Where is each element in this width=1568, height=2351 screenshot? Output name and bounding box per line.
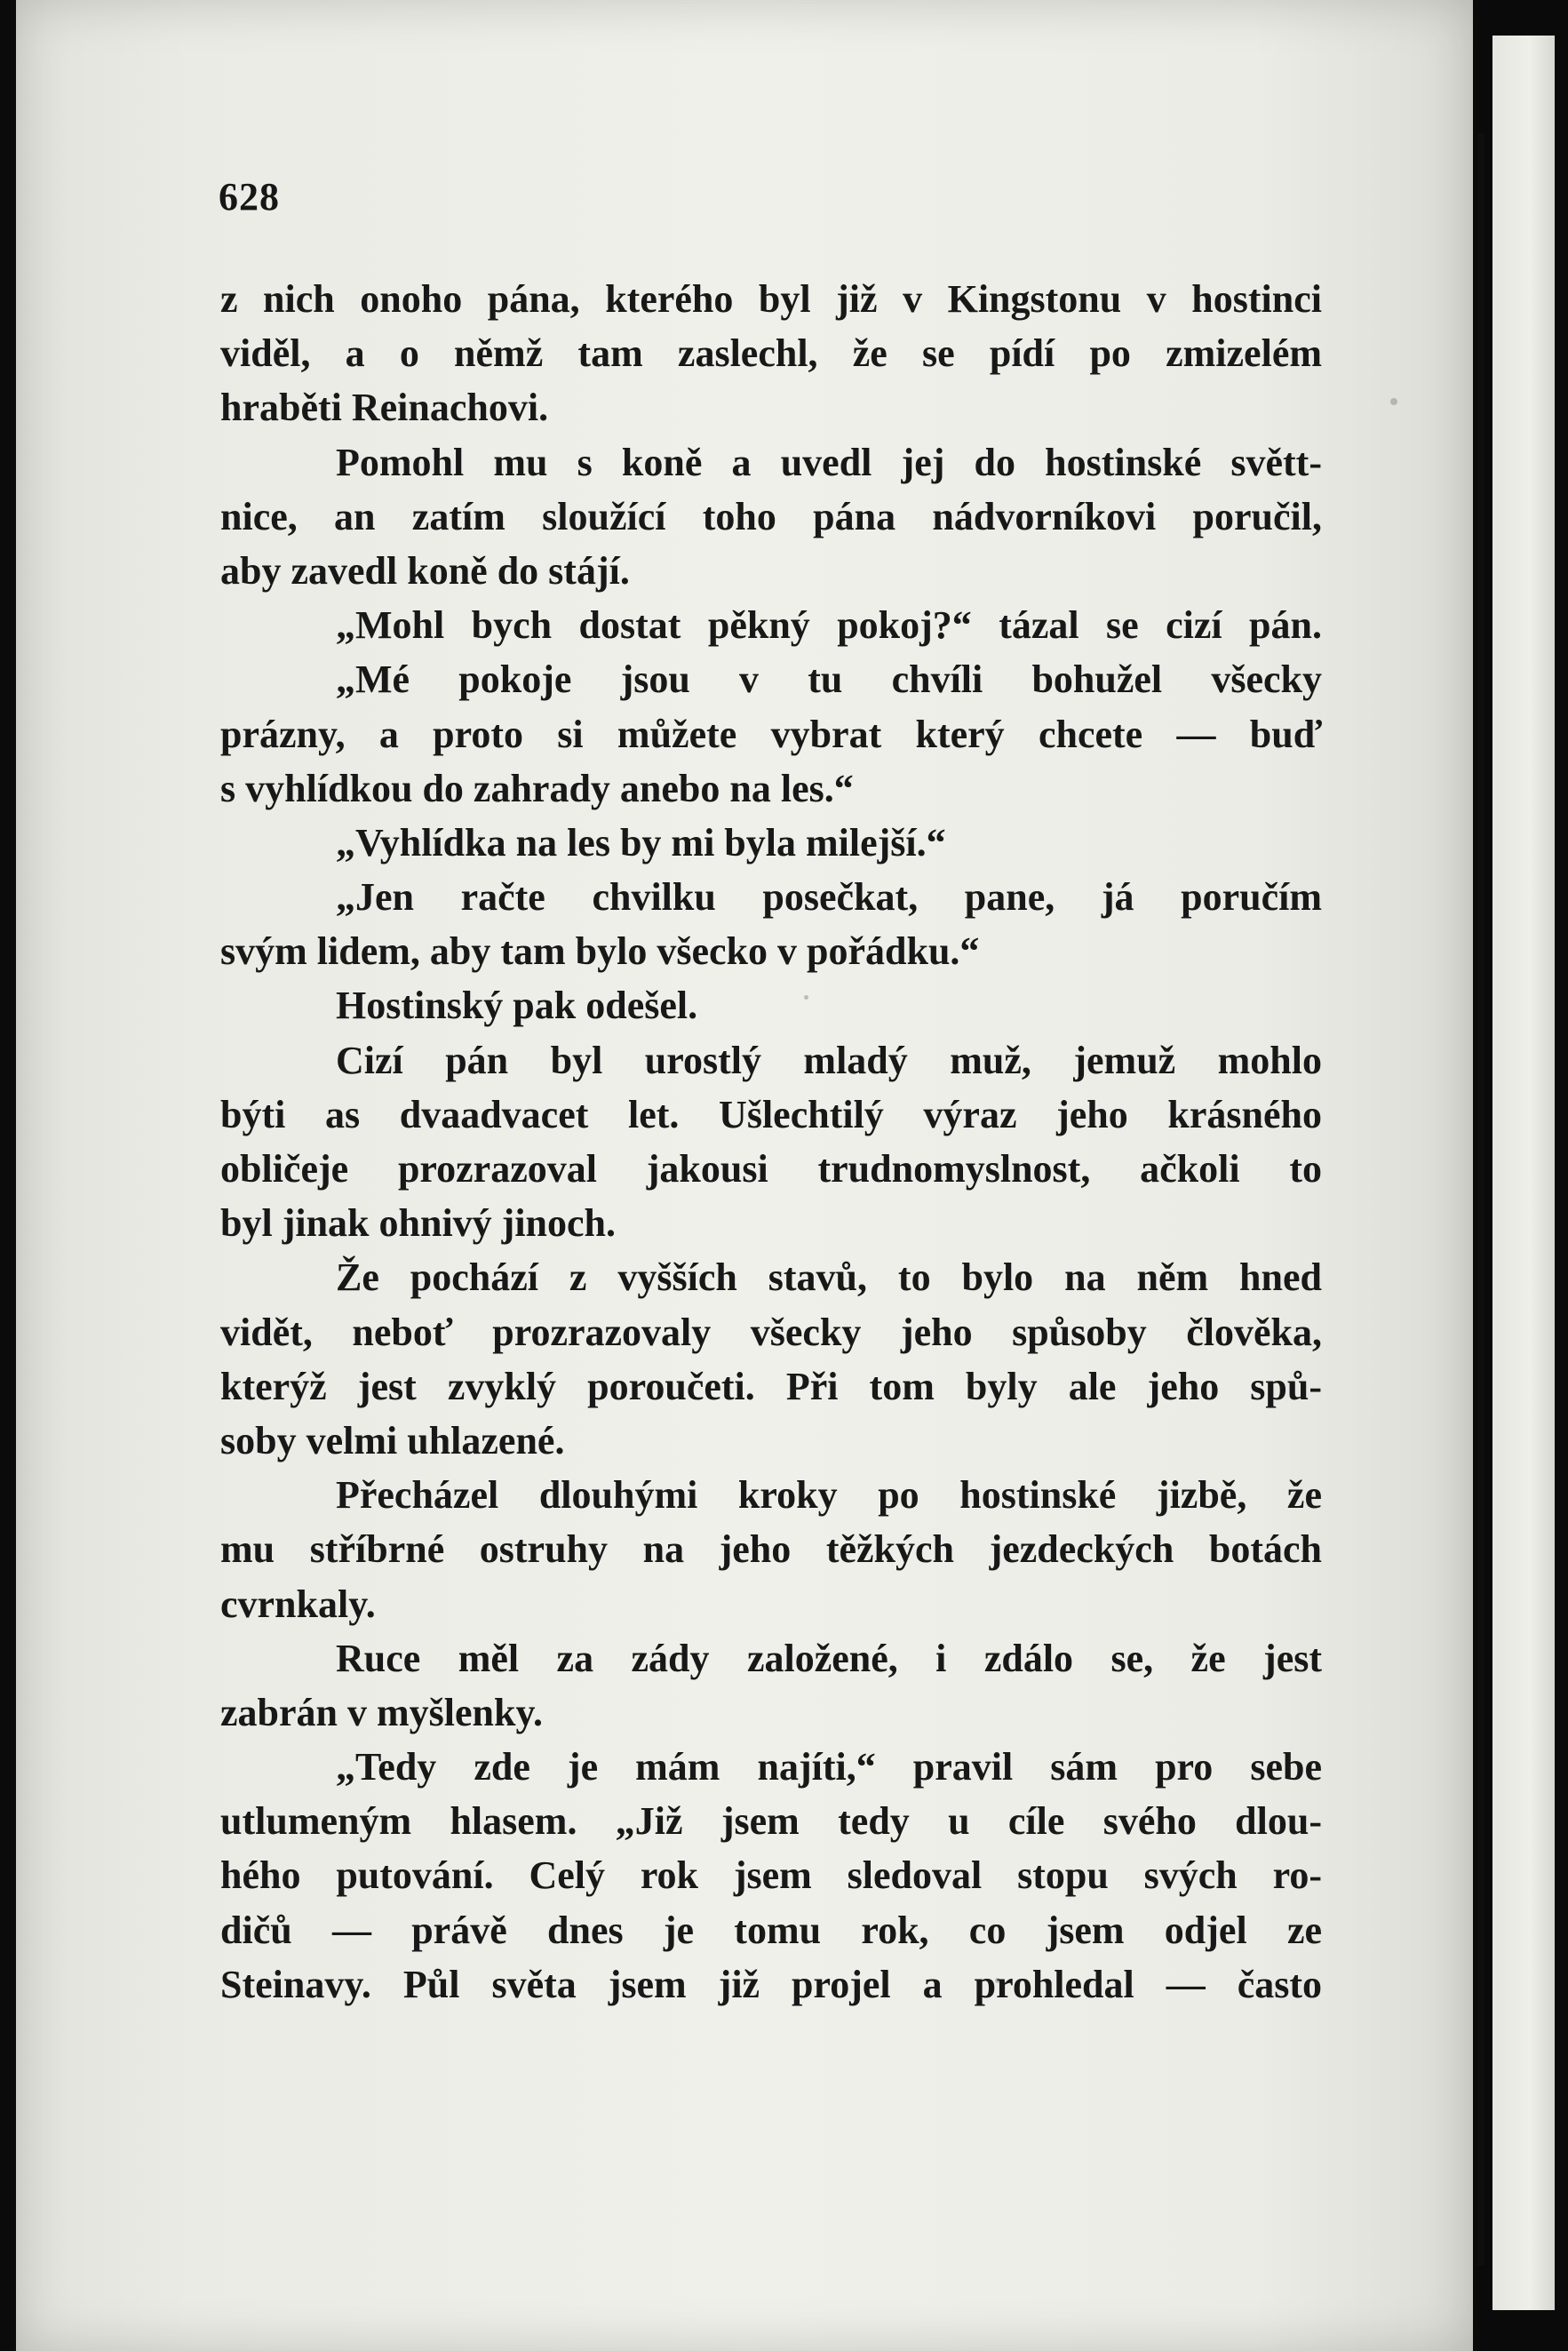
text-line: viděl, a o němž tam zaslechl, že se pídí po zmizelém (220, 331, 1322, 376)
body-text (220, 272, 1322, 2012)
text-line: Ruce měl za zády založené, i zdálo se, že jest (336, 1636, 1322, 1680)
text-line: vidět, neboť prozrazovaly všecky jeho spůsoby člověka, (220, 1310, 1322, 1354)
text-line: „Jen račte chvilku posečkat, pane, já poručím (336, 875, 1322, 920)
text-line: svým lidem, aby tam bylo všecko v pořádku.“ (220, 929, 980, 974)
text-line: hraběti Reinachovi. (220, 386, 549, 430)
text-line: hého putování. Celý rok jsem sledoval stopu svých ro- (220, 1853, 1322, 1898)
text-line: prázny, a proto si můžete vybrat který chcete — buď (220, 712, 1322, 756)
binding-shadow (1477, 133, 1484, 2266)
text-line: kterýž jest zvyklý poroučeti. Při tom byly ale jeho spů- (220, 1364, 1322, 1408)
text-line: nice, an zatím sloužící toho pána nádvorníkovi poručil, (220, 494, 1322, 538)
text-line: byl jinak ohnivý jinoch. (220, 1201, 617, 1246)
paper-speck (1390, 398, 1397, 405)
text-line: Že pochází z vyšších stavů, to bylo na něm hned (336, 1255, 1322, 1300)
text-line: býti as dvaadvacet let. Ušlechtilý výraz jeho krásného (220, 1092, 1322, 1136)
text-line: „Mohl bych dostat pěkný pokoj?“ tázal se cizí pán. (336, 603, 1322, 648)
text-line: „Mé pokoje jsou v tu chvíli bohužel všecky (336, 657, 1322, 702)
text-line: Přecházel dlouhými kroky po hostinské jizbě, že (336, 1473, 1322, 1518)
text-line: „Tedy zde je mám najíti,“ pravil sám pro sebe (336, 1745, 1322, 1789)
text-line: z nich onoho pána, kterého byl již v Kingstonu v hostinci (220, 277, 1322, 321)
text-line: aby zavedl koně do stájí. (220, 548, 630, 593)
text-line: dičů — právě dnes je tomu rok, co jsem odjel ze (220, 1908, 1322, 1952)
text-line: Hostinský pak odešel. (336, 984, 698, 1028)
text-line: „Vyhlídka na les by mi byla milejší.“ (336, 820, 946, 865)
text-line: obličeje prozrazoval jakousi trudnomyslnost, ačkoli to (220, 1147, 1322, 1191)
text-line: zabrán v myšlenky. (220, 1690, 544, 1734)
text-line: Steinavy. Půl světa jsem již projel a prohledal — často (220, 1962, 1322, 2006)
text-line: mu stříbrné ostruhy na jeho těžkých jezdeckých botách (220, 1527, 1322, 1572)
text-line: utlumeným hlasem. „Již jsem tedy u cíle svého dlou- (220, 1799, 1322, 1844)
text-line: Pomohl mu s koně a uvedl jej do hostinské světt- (336, 440, 1322, 484)
text-line: s vyhlídkou do zahrady anebo na les.“ (220, 766, 854, 810)
text-line: cvrnkaly. (220, 1582, 376, 1626)
page-number: 628 (219, 175, 280, 219)
text-line: soby velmi uhlazené. (220, 1418, 565, 1462)
adjacent-page-strip (1492, 36, 1555, 2310)
text-line: Cizí pán byl urostlý mladý muž, jemuž mohlo (336, 1038, 1322, 1082)
